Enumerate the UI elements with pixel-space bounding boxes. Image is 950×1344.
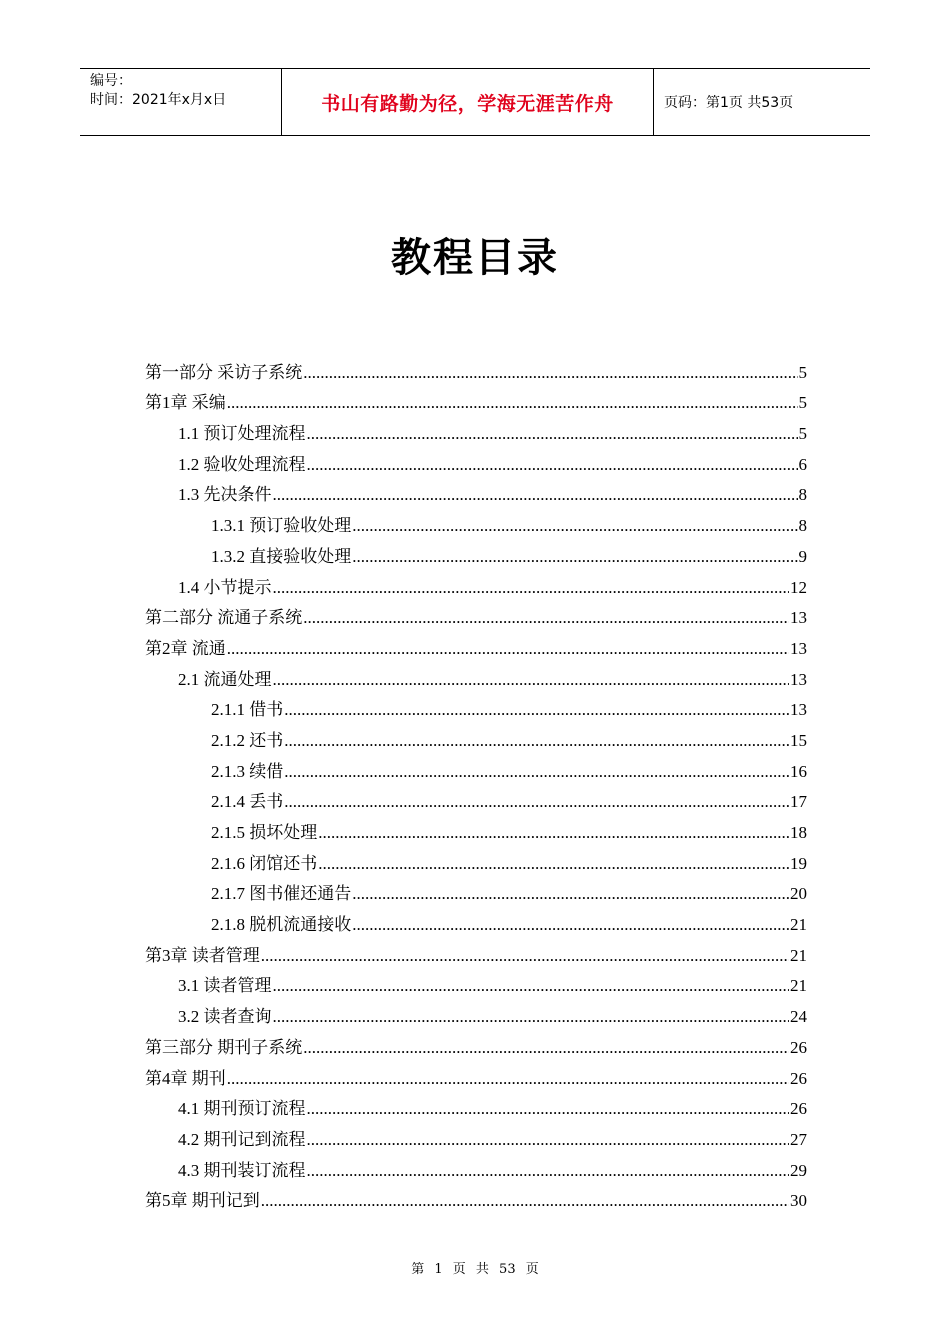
- toc-entry-label: 2.1 流通处理: [178, 669, 272, 689]
- header-motto: 书山有路勤为径，学海无涯苦作舟: [321, 92, 614, 115]
- toc-entry-label: 2.1.1 借书: [211, 700, 284, 720]
- toc-entry-page: 6: [798, 454, 807, 474]
- toc-entry-page: 17: [790, 792, 807, 812]
- toc-entry[interactable]: [145, 875, 807, 906]
- toc-entry-page: 18: [790, 823, 807, 842]
- table-of-contents: [145, 353, 807, 1212]
- toc-entry-label: 第三部分 期刊子系统: [145, 1037, 303, 1057]
- toc-entry-page: 8: [798, 485, 807, 505]
- toc-entry[interactable]: [145, 568, 807, 599]
- toc-entry-page: 12: [790, 577, 807, 597]
- toc-entry-page: 29: [790, 1160, 807, 1180]
- toc-entry[interactable]: [145, 660, 807, 691]
- toc-entry[interactable]: [145, 629, 807, 660]
- toc-entry-label: 1.3.1 预订验收处理: [211, 516, 352, 536]
- toc-dot-leader: [273, 577, 790, 599]
- header-meta: [80, 69, 282, 135]
- toc-entry[interactable]: [145, 997, 807, 1028]
- toc-entry[interactable]: [145, 1182, 807, 1213]
- toc-entry-label: 2.1.6 闭馆还书: [211, 853, 318, 873]
- toc-entry-page: 19: [790, 853, 807, 873]
- header-motto-cell: [282, 69, 654, 135]
- toc-dot-leader: [227, 1068, 789, 1090]
- toc-entry-label: 第1章 采编: [145, 393, 226, 413]
- toc-entry-label: 2.1.4 丢书: [211, 792, 284, 812]
- toc-entry-page: 8: [798, 516, 807, 536]
- toc-entry-label: 2.1.5 损坏处理: [211, 823, 318, 842]
- toc-dot-leader: [273, 669, 790, 691]
- toc-entry[interactable]: [145, 936, 807, 967]
- toc-entry[interactable]: [145, 1028, 807, 1059]
- toc-entry-label: 3.1 读者管理: [178, 976, 272, 996]
- toc-entry-page: 24: [790, 1007, 807, 1027]
- toc-entry-label: 1.1 预订处理流程: [178, 424, 306, 444]
- toc-dot-leader: [284, 730, 789, 752]
- toc-dot-leader: [273, 484, 798, 506]
- toc-dot-leader: [352, 515, 797, 537]
- toc-entry-label: 第5章 期刊记到: [145, 1191, 260, 1211]
- toc-dot-leader: [307, 423, 798, 445]
- toc-entry-page: 16: [790, 761, 807, 781]
- toc-entry-page: 26: [790, 1099, 807, 1119]
- toc-entry-label: 4.3 期刊装订流程: [178, 1160, 306, 1180]
- toc-entry[interactable]: [145, 476, 807, 507]
- toc-entry[interactable]: [145, 353, 807, 384]
- toc-entry-label: 2.1.3 续借: [211, 761, 284, 781]
- toc-dot-leader: [307, 454, 798, 476]
- toc-entry[interactable]: [145, 1090, 807, 1121]
- toc-entry-label: 第3章 读者管理: [145, 945, 260, 965]
- toc-entry-page: 21: [790, 976, 807, 996]
- toc-dot-leader: [307, 1129, 790, 1151]
- toc-entry[interactable]: [145, 783, 807, 814]
- toc-entry-page: 26: [790, 1037, 807, 1057]
- toc-entry[interactable]: [145, 813, 807, 844]
- toc-entry-label: 第二部分 流通子系统: [145, 608, 303, 628]
- toc-entry-page: 5: [798, 424, 807, 444]
- toc-entry[interactable]: [145, 844, 807, 875]
- page-footer: 第 1 页 共 53 页: [411, 1262, 539, 1277]
- toc-entry-label: 4.2 期刊记到流程: [178, 1129, 306, 1149]
- toc-entry[interactable]: [145, 967, 807, 998]
- toc-entry-page: 5: [798, 393, 807, 413]
- toc-dot-leader: [261, 1190, 789, 1212]
- toc-entry-page: 13: [790, 608, 807, 628]
- toc-entry[interactable]: [145, 599, 807, 630]
- toc-dot-leader: [284, 791, 789, 813]
- toc-entry[interactable]: [145, 414, 807, 445]
- toc-dot-leader: [303, 607, 789, 629]
- toc-dot-leader: [307, 1098, 790, 1120]
- toc-entry[interactable]: [145, 1151, 807, 1182]
- toc-dot-leader: [284, 699, 789, 721]
- toc-entry-page: 5: [798, 362, 807, 382]
- document-time-label: 时间：2021年x月x日: [90, 92, 227, 108]
- toc-entry[interactable]: [145, 445, 807, 476]
- toc-dot-leader: [273, 975, 790, 997]
- document-number-label: 编号：: [90, 73, 132, 89]
- toc-dot-leader: [352, 546, 797, 568]
- toc-dot-leader: [284, 761, 789, 783]
- page-header: [80, 68, 870, 136]
- toc-entry-label: 1.3.2 直接验收处理: [211, 546, 352, 566]
- toc-dot-leader: [307, 1160, 790, 1182]
- toc-entry-page: 13: [790, 669, 807, 689]
- toc-entry-label: 2.1.7 图书催还通告: [211, 884, 352, 904]
- toc-entry-page: 27: [790, 1129, 807, 1149]
- toc-dot-leader: [227, 638, 789, 660]
- toc-entry-label: 1.3 先决条件: [178, 485, 272, 505]
- toc-entry-page: 13: [790, 638, 807, 658]
- toc-entry-page: 9: [798, 546, 807, 566]
- toc-entry[interactable]: [145, 384, 807, 415]
- toc-entry[interactable]: [145, 752, 807, 783]
- header-page-info: 页码：第1页 共53页: [664, 95, 794, 111]
- toc-dot-leader: [352, 914, 789, 936]
- toc-entry-page: 30: [790, 1191, 807, 1211]
- toc-entry-label: 1.2 验收处理流程: [178, 454, 306, 474]
- toc-entry[interactable]: [145, 506, 807, 537]
- toc-entry-label: 1.4 小节提示: [178, 577, 272, 597]
- toc-entry[interactable]: [145, 721, 807, 752]
- toc-entry-label: 2.1.8 脱机流通接收: [211, 915, 352, 935]
- toc-entry-label: 2.1.2 还书: [211, 730, 284, 750]
- header-page-info-cell: [654, 69, 870, 135]
- toc-dot-leader: [261, 945, 789, 967]
- toc-entry-page: 13: [790, 700, 807, 720]
- toc-entry[interactable]: [145, 1059, 807, 1090]
- toc-entry[interactable]: [145, 905, 807, 936]
- toc-entry-page: 21: [790, 945, 807, 965]
- toc-dot-leader: [303, 362, 797, 384]
- page-title: 教程目录: [391, 234, 559, 281]
- toc-entry-label: 第4章 期刊: [145, 1068, 226, 1088]
- toc-entry-label: 4.1 期刊预订流程: [178, 1099, 306, 1119]
- toc-entry-page: 26: [790, 1068, 807, 1088]
- toc-entry[interactable]: [145, 537, 807, 568]
- toc-entry[interactable]: [145, 1120, 807, 1151]
- toc-entry-page: 15: [790, 730, 807, 750]
- toc-dot-leader: [318, 853, 789, 875]
- toc-entry-label: 3.2 读者查询: [178, 1007, 272, 1027]
- toc-dot-leader: [227, 392, 798, 414]
- toc-entry-label: 第一部分 采访子系统: [145, 362, 303, 382]
- toc-dot-leader: [303, 1037, 789, 1059]
- toc-entry-page: 20: [790, 884, 807, 904]
- toc-entry-page: 21: [790, 915, 807, 935]
- toc-dot-leader: [318, 822, 789, 844]
- toc-dot-leader: [273, 1006, 790, 1028]
- toc-dot-leader: [352, 883, 789, 905]
- toc-entry[interactable]: [145, 691, 807, 722]
- toc-entry-label: 第2章 流通: [145, 638, 226, 658]
